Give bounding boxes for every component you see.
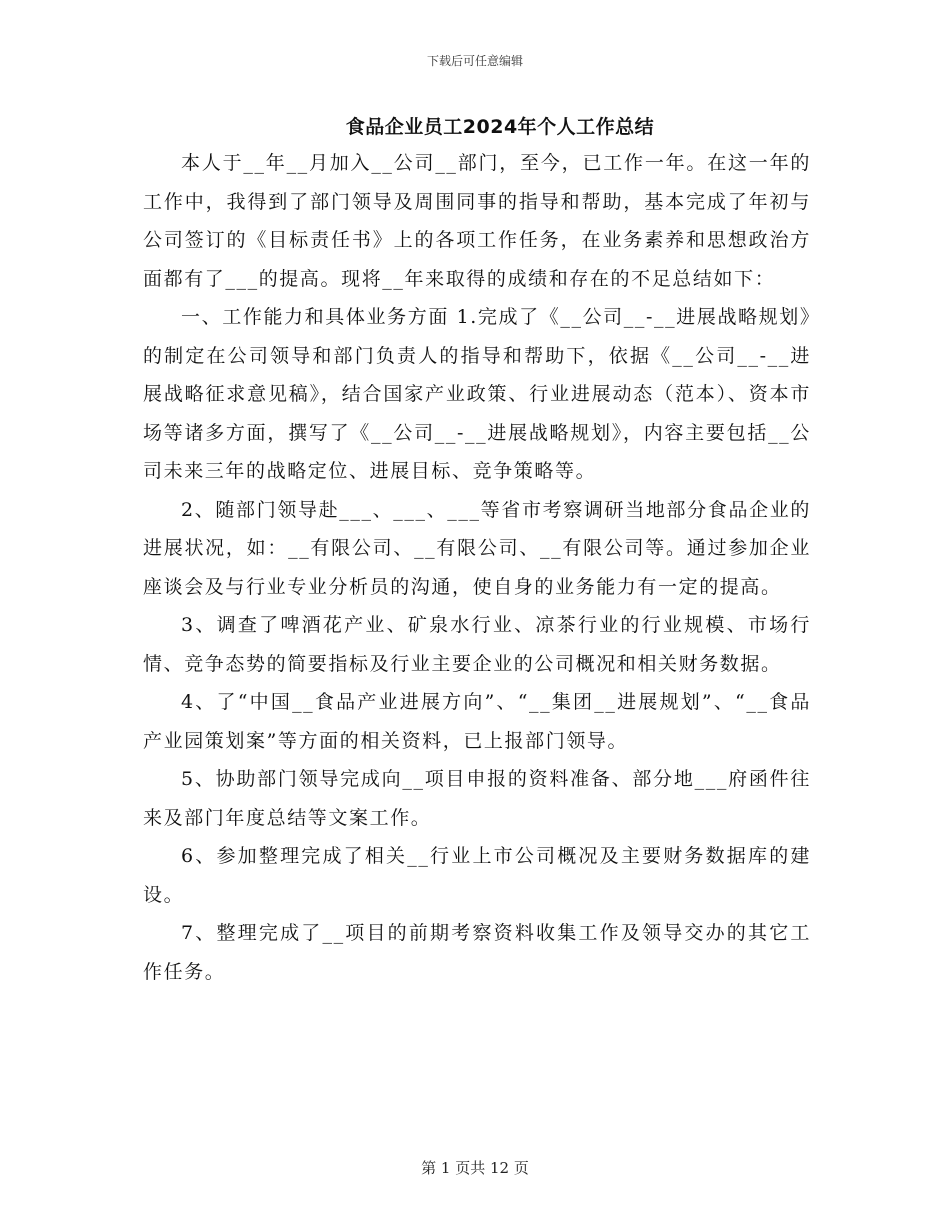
page-number: 第 1 页共 12 页 [421, 1159, 529, 1177]
item-2-paragraph: 2、随部门领导赴___、___、___等省市考察调研当地部分食品企业的进展状况，如：__有限公司、__有限公司、__有限公司等。通过参加企业座谈会及与行业专业分析员的沟通，使自身的业务能力有一定的提高。 [143, 498, 811, 598]
header-note: 下载后可任意编辑 [426, 54, 523, 68]
item-3-paragraph: 3、调查了啤酒花产业、矿泉水行业、凉茶行业的行业规模、市场行情、竞争态势的简要指标及行业主要企业的公司概况和相关财务数据。 [143, 614, 811, 675]
document-body [143, 144, 811, 991]
item-5-paragraph: 5、协助部门领导完成向__项目申报的资料准备、部分地___府函件往来及部门年度总结等文案工作。 [143, 768, 811, 829]
document-title: 食品企业员工2024年个人工作总结 [345, 116, 655, 138]
section-one-paragraph: 一、工作能力和具体业务方面 1.完成了《__公司__-__进展战略规划》的制定在公司领导和部门负责人的指导和帮助下，依据《__公司__-__进展战略征求意见稿》，结合国家产业政策、行业进展动态（范本）、资本市场等诸多方面，撰写了《__公司__-__进展战略规划》，内容主要包括__公司未来三年的战略定位、进展目标、竞争策略等。 [143, 306, 811, 482]
intro-paragraph: 本人于__年__月加入__公司__部门，至今，已工作一年。在这一年的工作中，我得到了部门领导及周围同事的指导和帮助，基本完成了年初与公司签订的《目标责任书》上的各项工作任务，在业务素养和思想政治方面都有了___的提高。现将__年来取得的成绩和存在的不足总结如下： [143, 152, 811, 290]
item-4-paragraph: 4、了“中国__食品产业进展方向”、“__集团__进展规划”、“__食品产业园策划案”等方面的相关资料，已上报部门领导。 [143, 691, 811, 752]
item-7-paragraph: 7、整理完成了__项目的前期考察资料收集工作及领导交办的其它工作任务。 [143, 922, 811, 983]
item-6-paragraph: 6、参加整理完成了相关__行业上市公司概况及主要财务数据库的建设。 [143, 845, 811, 906]
